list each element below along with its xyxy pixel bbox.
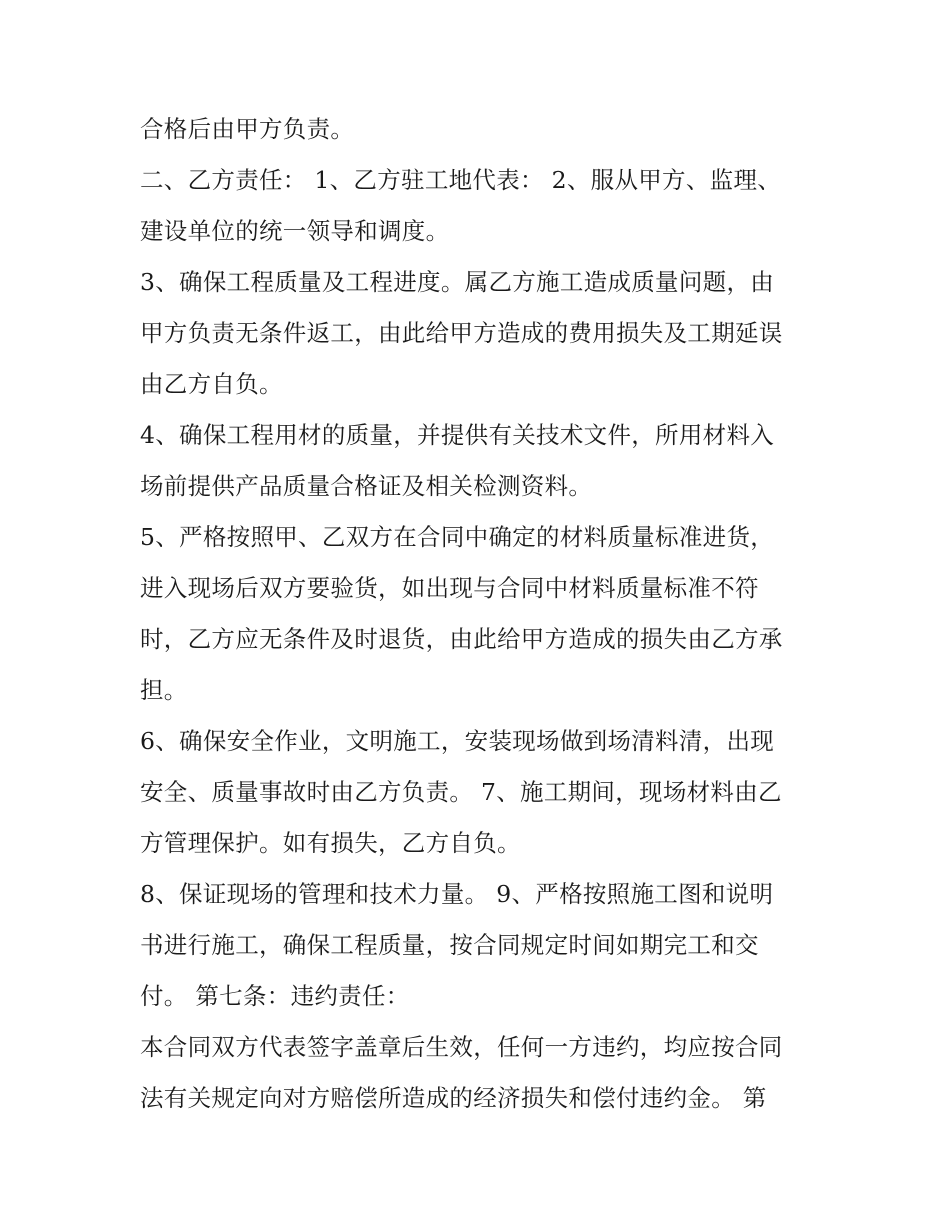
text-line: 书进行施工，确保工程质量，按合同规定时间如期完工和交 [140,931,759,959]
text-line: 付。 第七条：违约责任： [140,982,410,1010]
text-line: 由乙方自负。 [140,370,283,398]
text-line: 进入现场后双方要验货，如出现与合同中材料质量标准不符 [140,574,759,602]
text-line: 本合同双方代表签字盖章后生效，任何一方违约，均应按合同 [140,1033,783,1061]
text-line: 甲方负责无条件返工，由此给甲方造成的费用损失及工期延误 [140,319,783,347]
text-line: 担。 [140,676,188,704]
text-line: 8、保证现场的管理和技术力量。 9、严格按照施工图和说明 [140,880,774,908]
text-line: 时，乙方应无条件及时退货，由此给甲方造成的损失由乙方承 [140,625,783,653]
text-line: 安全、质量事故时由乙方负责。 7、施工期间，现场材料由乙 [140,778,782,806]
text-line: 3、确保工程质量及工程进度。属乙方施工造成质量问题，由 [140,268,775,296]
text-line: 6、确保安全作业，文明施工，安装现场做到场清料清，出现 [140,727,775,755]
text-line: 方管理保护。如有损失，乙方自负。 [140,829,521,857]
text-line: 法有关规定向对方赔偿所造成的经济损失和偿付违约金。 第 [140,1084,767,1112]
text-line: 场前提供产品质量合格证及相关检测资料。 [140,472,593,500]
text-line: 建设单位的统一领导和调度。 [140,217,450,245]
text-line: 二、乙方责任： 1、乙方驻工地代表： 2、服从甲方、监理、 [140,166,782,194]
text-line: 5、严格按照甲、乙双方在合同中确定的材料质量标准进货， [140,523,775,551]
text-line: 4、确保工程用材的质量，并提供有关技术文件，所用材料入 [140,421,775,449]
text-line: 合格后由甲方负责。 [140,115,355,143]
